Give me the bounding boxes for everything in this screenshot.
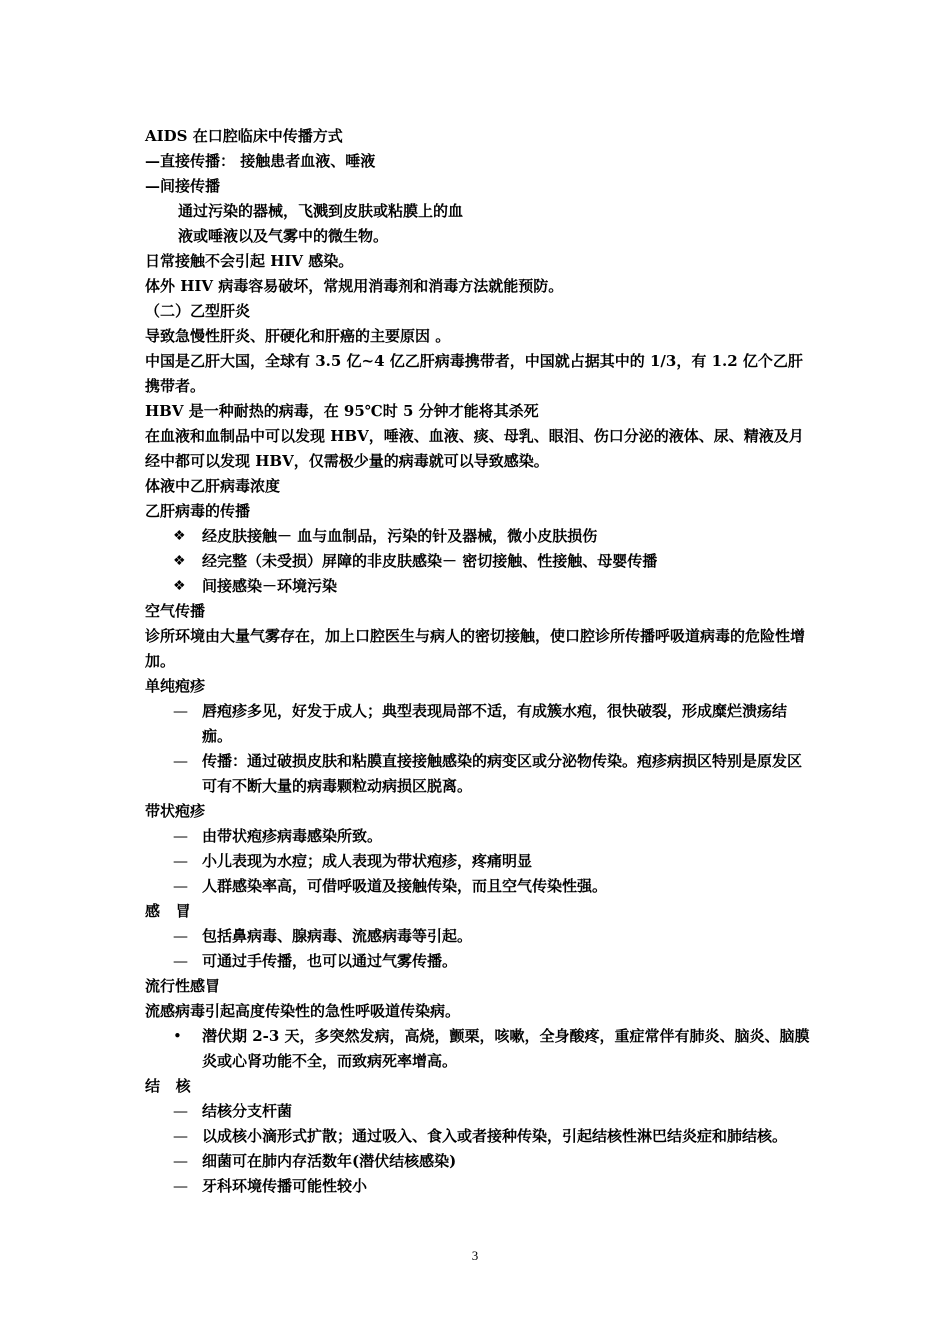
dash-bullet-icon: —	[173, 877, 188, 895]
dot-bullet-icon: •	[173, 1027, 182, 1045]
hepatitis-b-cause: 导致急慢性肝炎、肝硬化和肝癌的主要原因 。	[145, 327, 451, 345]
list-item: — 传播：通过破损皮肤和粘膜直接接触感染的病变区或分泌物传染。疱疹病损区特别是原发区可有不断大量的病毒颗粒动病损区脱离。	[145, 749, 810, 799]
indirect-transmission: —间接传播	[145, 177, 221, 195]
dash-bullet-icon: —	[173, 952, 188, 970]
list-item: — 唇疱疹多见，好发于成人；典型表现局部不适，有成簇水疱，很快破裂，形成糜烂溃疡结痂。	[145, 699, 810, 749]
dash-bullet-icon: —	[173, 852, 188, 870]
diamond-bullet-icon: ❖	[173, 553, 186, 569]
dash-bullet-icon: —	[173, 827, 188, 845]
list-item: — 细菌可在肺内存活数年(潜伏结核感染)	[145, 1149, 810, 1174]
dash-bullet-icon: —	[173, 1102, 188, 1120]
list-item: — 人群感染率高，可借呼吸道及接触传染，而且空气传染性强。	[145, 874, 810, 899]
influenza-heading: 流行性感冒	[145, 977, 221, 995]
dash-bullet-icon: —	[173, 927, 188, 945]
dash-bullet-icon: —	[173, 1152, 188, 1170]
list-item: — 包括鼻病毒、腺病毒、流感病毒等引起。	[145, 924, 810, 949]
hepatitis-b-china: 中国是乙肝大国，全球有 3.5 亿~4 亿乙肝病毒携带者，中国就占据其中的 1/3，有 1.2 亿个乙肝携带者。	[145, 352, 803, 395]
indirect-detail-1: 通过污染的器械，飞溅到皮肤或粘膜上的血	[178, 202, 464, 220]
common-cold-heading: 感 冒	[145, 902, 191, 920]
list-item: ❖ 经完整（未受损）屏障的非皮肤感染－ 密切接触、性接触、母婴传播	[145, 549, 810, 574]
dash-bullet-icon: —	[173, 702, 188, 720]
diamond-bullet-icon: ❖	[173, 578, 186, 594]
list-item: — 可通过手传播，也可以通过气雾传播。	[145, 949, 810, 974]
list-item: • 潜伏期 2-3 天，多突然发病，高烧，颤栗，咳嗽，全身酸疼，重症常伴有肺炎、脑炎、脑膜炎或心肾功能不全，而致病死率增高。	[145, 1024, 810, 1074]
list-item: — 牙科环境传播可能性较小	[145, 1174, 810, 1199]
list-item: — 由带状疱疹病毒感染所致。	[145, 824, 810, 849]
indirect-detail-2: 液或唾液以及气雾中的微生物。	[178, 227, 389, 245]
list-item: — 以成核小滴形式扩散；通过吸入、食入或者接种传染，引起结核性淋巴结炎症和肺结核。	[145, 1124, 810, 1149]
list-item: — 结核分支杆菌	[145, 1099, 810, 1124]
hbv-transmission-heading: 乙肝病毒的传播	[145, 502, 251, 520]
hbv-heat: HBV 是一种耐热的病毒，在 95℃时 5 分钟才能将其杀死	[145, 402, 539, 420]
dash-bullet-icon: —	[173, 1177, 188, 1195]
page-content	[145, 124, 810, 1199]
dash-bullet-icon: —	[173, 752, 188, 770]
airborne-heading: 空气传播	[145, 602, 206, 620]
herpes-zoster-heading: 带状疱疹	[145, 802, 206, 820]
hiv-daily-contact: 日常接触不会引起 HIV 感染。	[145, 252, 354, 270]
airborne-detail: 诊所环境由大量气雾存在，加上口腔医生与病人的密切接触，使口腔诊所传播呼吸道病毒的危险性增加。	[145, 627, 806, 670]
page-number: 3	[471, 1248, 479, 1263]
direct-transmission: —直接传播： 接触患者血液、唾液	[145, 152, 376, 170]
diamond-bullet-icon: ❖	[173, 528, 186, 544]
influenza-detail: 流感病毒引起高度传染性的急性呼吸道传染病。	[145, 1002, 461, 1020]
list-item: — 小儿表现为水痘；成人表现为带状疱疹，疼痛明显	[145, 849, 810, 874]
hbv-body-fluids: 在血液和血制品中可以发现 HBV，唾液、血液、痰、母乳、眼泪、伤口分泌的液体、尿、精液及月经中都可以发现 HBV，仅需极少量的病毒就可以导致感染。	[145, 427, 804, 470]
list-item: ❖ 间接感染－环境污染	[145, 574, 810, 599]
hiv-disinfection: 体外 HIV 病毒容易破坏，常规用消毒剂和消毒方法就能预防。	[145, 277, 564, 295]
aids-heading: AIDS 在口腔临床中传播方式	[145, 127, 343, 145]
list-item: ❖ 经皮肤接触－ 血与血制品，污染的针及器械，微小皮肤损伤	[145, 524, 810, 549]
herpes-simplex-heading: 单纯疱疹	[145, 677, 206, 695]
tuberculosis-heading: 结 核	[145, 1077, 191, 1095]
dash-bullet-icon: —	[173, 1127, 188, 1145]
hbv-concentration: 体液中乙肝病毒浓度	[145, 477, 281, 495]
hepatitis-b-heading: （二）乙型肝炎	[145, 302, 251, 320]
